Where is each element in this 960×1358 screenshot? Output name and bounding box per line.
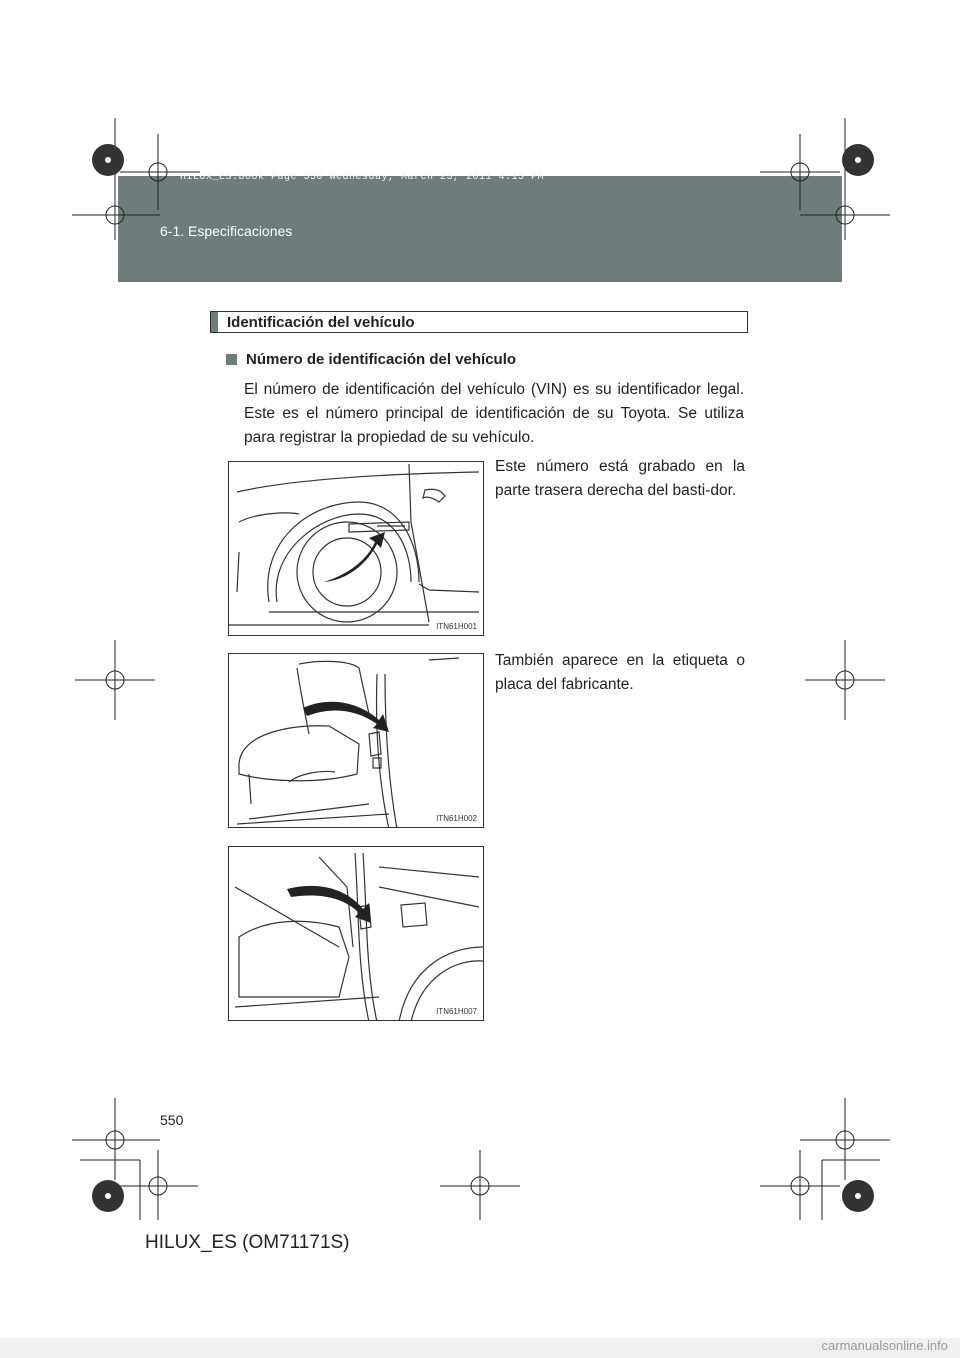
footer-doc-id: HILUX_ES (OM71171S) bbox=[145, 1232, 350, 1253]
intro-paragraph: El número de identificación del vehículo (VIN) es su identificador legal. Este es el número principal de identificación de su Toyota. Se utiliza para registrar la propiedad de su vehículo. bbox=[244, 381, 744, 446]
watermark-bar bbox=[0, 1338, 960, 1358]
section-title: Identificación del vehículo bbox=[227, 314, 415, 331]
figure-code: ITN61H002 bbox=[436, 814, 477, 823]
figure-1-caption: Este número está grabado en la parte trasera derecha del basti-dor. bbox=[495, 458, 745, 499]
page-number: 550 bbox=[160, 1112, 184, 1128]
figure-code: ITN61H001 bbox=[436, 622, 477, 631]
watermark-text[interactable]: carmanualsonline.info bbox=[821, 1338, 948, 1353]
section-label: 6-1. Especificaciones bbox=[160, 223, 293, 239]
figure-2-caption: También aparece en la etiqueta o placa del fabricante. bbox=[495, 652, 745, 693]
subsection-heading-text: Número de identificación del vehículo bbox=[246, 351, 517, 368]
book-stamp: HILUX_ES.book Page 550 Wednesday, March 23, 2011 4:15 PM bbox=[180, 172, 545, 183]
figure-code: ITN61H007 bbox=[436, 1007, 477, 1016]
